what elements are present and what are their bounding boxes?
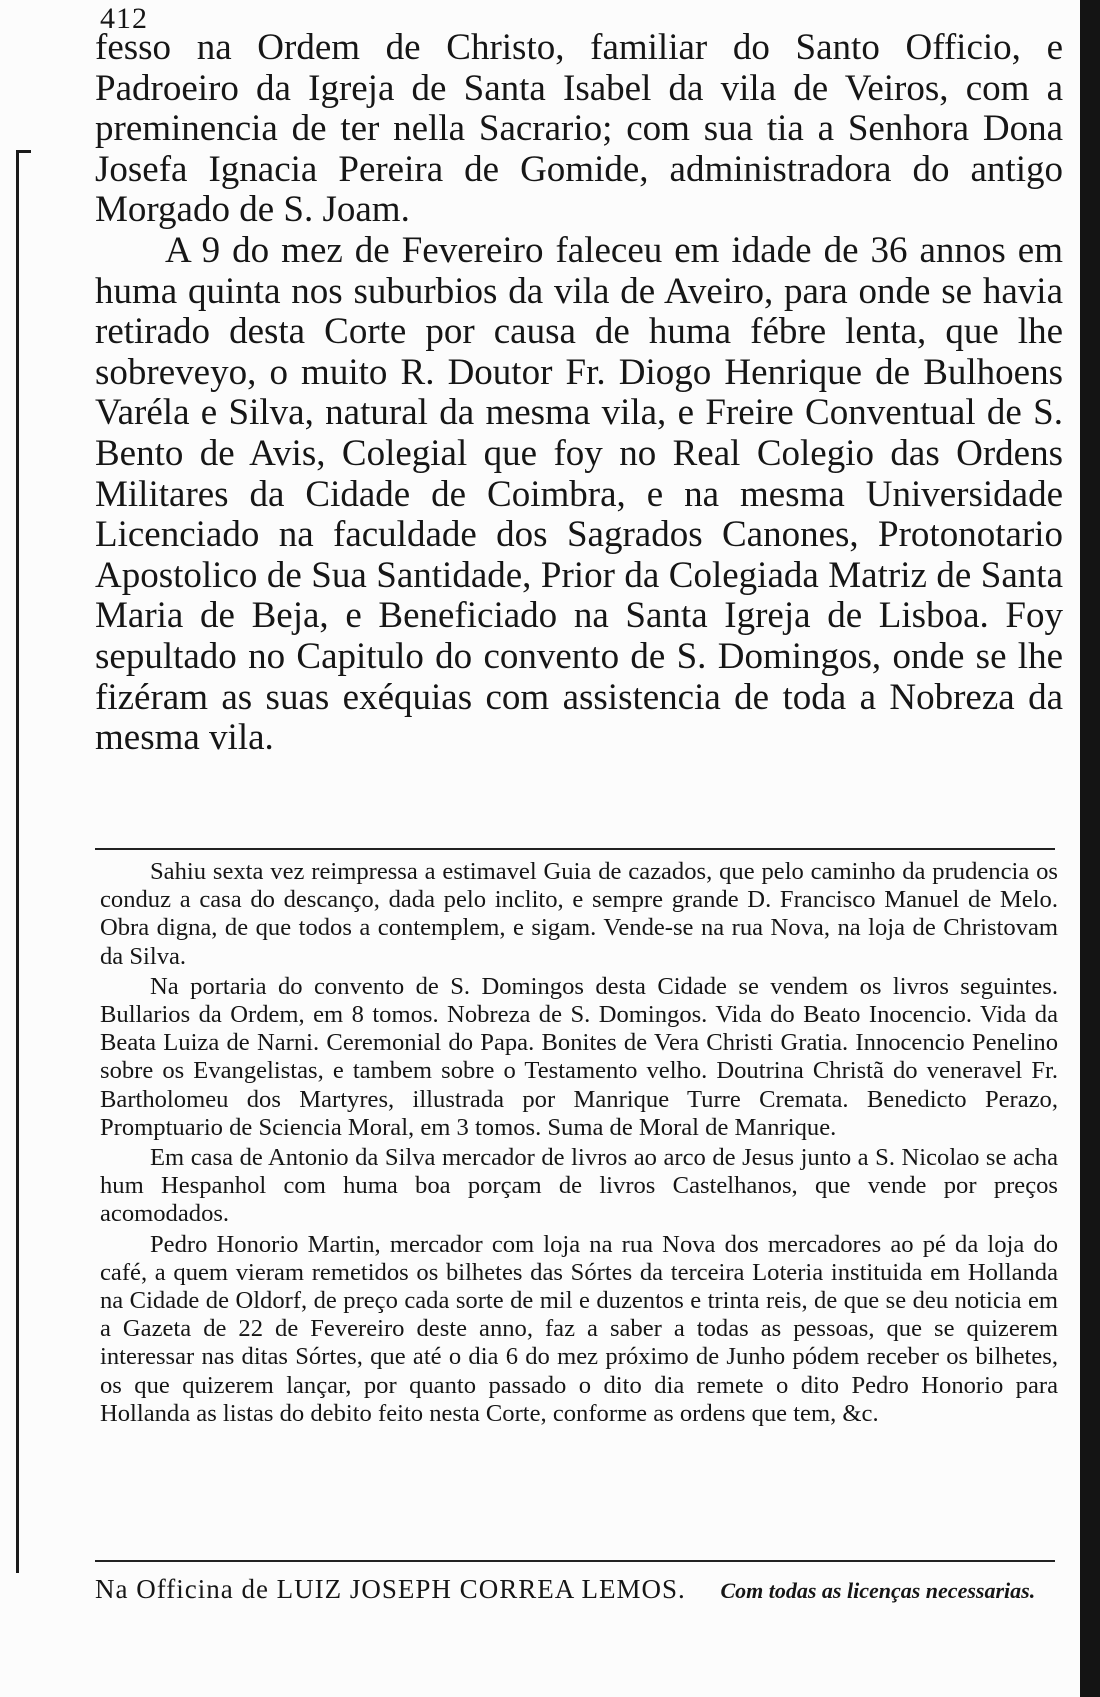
scan-edge-shadow	[1080, 0, 1100, 1697]
main-article	[95, 28, 1063, 759]
notice-guia-de-cazados: Sahiu sexta vez reimpressa a estimavel Guia de cazados, que pelo caminho da prudencia os conduz a casa do descanço, dada pelo inclito, e sempre grande D. Francisco Manuel de Melo. Obra digna, de que todos a contemplem, e sigam. Vende-se na rua Nova, na loja de Christovam da Silva.	[100, 858, 1058, 970]
licences-note: Com todas as licenças necessarias.	[720, 1578, 1036, 1603]
notice-castilian-books: Em casa de Antonio da Silva mercador de livros ao arco de Jesus junto a S. Nicolao se acha hum Hespanhol com huma boa porçam de livros Castelhanos, que vende por preços acomodados.	[100, 1144, 1058, 1228]
imprint-line	[95, 1574, 1055, 1605]
page-number: 412	[100, 2, 148, 35]
printer-name: Na Officina de LUIZ JOSEPH CORREA LEMOS.	[95, 1574, 686, 1604]
advertisements-section	[100, 858, 1058, 1430]
section-divider	[95, 848, 1055, 850]
notice-convent-books: Na portaria do convento de S. Domingos desta Cidade se vendem os livros seguintes. Bullarios da Ordem, em 8 tomos. Nobreza de S. Domingos. Vida do Beato Inocencio. Vida da Beata Luiza de Narni. Ceremonial do Papa. Bonites de Vera Christi Gratia. Innocencio Penelino sobre os Evangelistas, e tambem sobre o Testamento velho. Doutrina Christã do veneravel Fr. Bartholomeu dos Martyres, illustrada por Manrique Turre Cremata. Benedicto Perazo, Promptuario de Sciencia Moral, em 3 tomos. Suma de Moral de Manrique.	[100, 972, 1058, 1141]
footer-divider	[95, 1560, 1055, 1562]
notice-lottery-tickets: Pedro Honorio Martin, mercador com loja na rua Nova dos mercadores ao pé da loja do café, a quem vieram remetidos os bilhetes das Sórtes da terceira Loteria instituida em Hollanda na Cidade de Oldorf, de preço cada sorte de mil e duzentos e trinta reis, de que se deu noticia em a Gazeta de 22 de Fevereiro deste anno, faz a saber a todas as pessoas, que se quizerem interessar nas ditas Sórtes, que até o dia 6 do mez próximo de Junho pódem receber os bilhetes, os que quizerem lançar, por quanto passado o dito dia remete o dito Pedro Honorio para Hollanda as listas do debito feito nesta Corte, conforme as ordens que tem, &c.	[100, 1230, 1058, 1427]
margin-bracket-mark	[16, 150, 31, 1573]
article-paragraph-1: fesso na Ordem de Christo, familiar do Santo Officio, e Padroeiro da Igreja de Santa Isabel da vila de Veiros, com a preminencia de ter nella Sacrario; com sua tia a Senhora Dona Josefa Ignacia Pereira de Gomide, administradora do antigo Morgado de S. Joam.	[95, 27, 1063, 231]
article-paragraph-2: A 9 do mez de Fevereiro faleceu em idade de 36 annos em huma quinta nos suburbios da vila de Aveiro, para onde se havia retirado desta Corte por causa de huma fébre lenta, que lhe sobreveyo, o muito R. Doutor Fr. Diogo Henrique de Bulhoens Varéla e Silva, natural da mesma vila, e Freire Conventual de S. Bento de Avis, Colegial que foy no Real Colegio das Ordens Militares da Cidade de Coimbra, e na mesma Universidade Licenciado na faculdade dos Sagrados Canones, Protonotario Apostolico de Sua Santidade, Prior da Colegiada Matriz de Santa Maria de Beja, e Beneficiado na Santa Igreja de Lisboa. Foy sepultado no Capitulo do convento de S. Domingos, onde se lhe fizéram as suas exéquias com assistencia de toda a Nobreza da mesma vila.	[95, 229, 1063, 759]
